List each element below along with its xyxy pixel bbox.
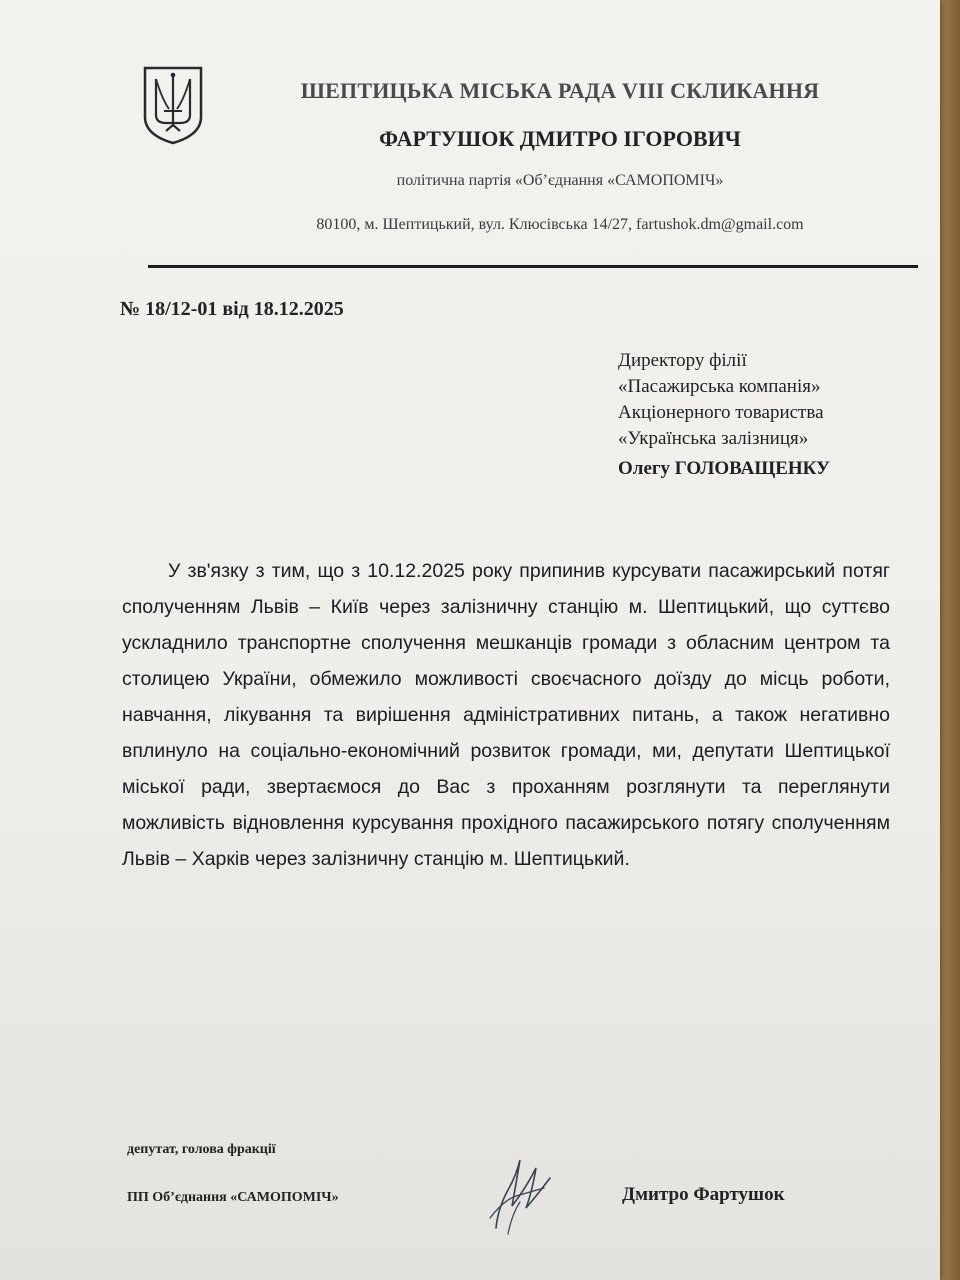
deputy-name-heading: ФАРТУШОК ДМИТРО ІГОРОВИЧ [379,126,741,151]
address-line: 80100, м. Шептицький, вул. Клюсівська 14/27, fartushok.dm@gmail.com [316,216,804,233]
recipient-block [618,348,918,482]
party-line: політична партія «Об’єднання «САМОПОМІЧ» [396,172,724,189]
recipient-position-line: Директору філії [618,350,747,371]
header-divider [148,265,918,268]
recipient-company-line: Акціонерного товариства [618,402,824,423]
recipient-org-line: «Українська залізниця» [618,428,809,449]
handwritten-signature [486,1148,556,1238]
recipient-branch-line: «Пасажирська компанія» [618,376,821,397]
council-heading: ШЕПТИЦЬКА МІСЬКА РАДА VIII СКЛИКАННЯ [300,78,820,103]
signer-name: Дмитро Фартушок [622,1184,785,1205]
signer-title-line1: депутат, голова фракції [127,1142,276,1157]
signer-title-line2: ПП Об’єднання «САМОПОМІЧ» [127,1190,339,1205]
letter-body: У зв'язку з тим, що з 10.12.2025 року припинив курсувати пасажирський потяг сполученням Львів – Київ через залізничну станцію м. Шептицький, що суттєво ускладнило транспортне сполучення мешканців громади з обласним центром та столицею України, обмежило можливості своєчасного доїзду до місць роботи, навчання, лікування та вирішення адміністративних питань, а також негативно вплинуло на соціально-економічний розвиток громади, ми, депутати Шептицької міської ради, звертаємося до Вас з проханням розглянути та переглянути можливість відновлення курсування прохідного пасажирського потягу сполученням Львів – Харків через залізничну станцію м. Шептицький. [122,560,890,870]
document-number: № 18/12-01 від 18.12.2025 [120,298,344,320]
ukraine-trident-icon [142,65,204,145]
recipient-name: Олегу ГОЛОВАЩЕНКУ [618,458,830,479]
